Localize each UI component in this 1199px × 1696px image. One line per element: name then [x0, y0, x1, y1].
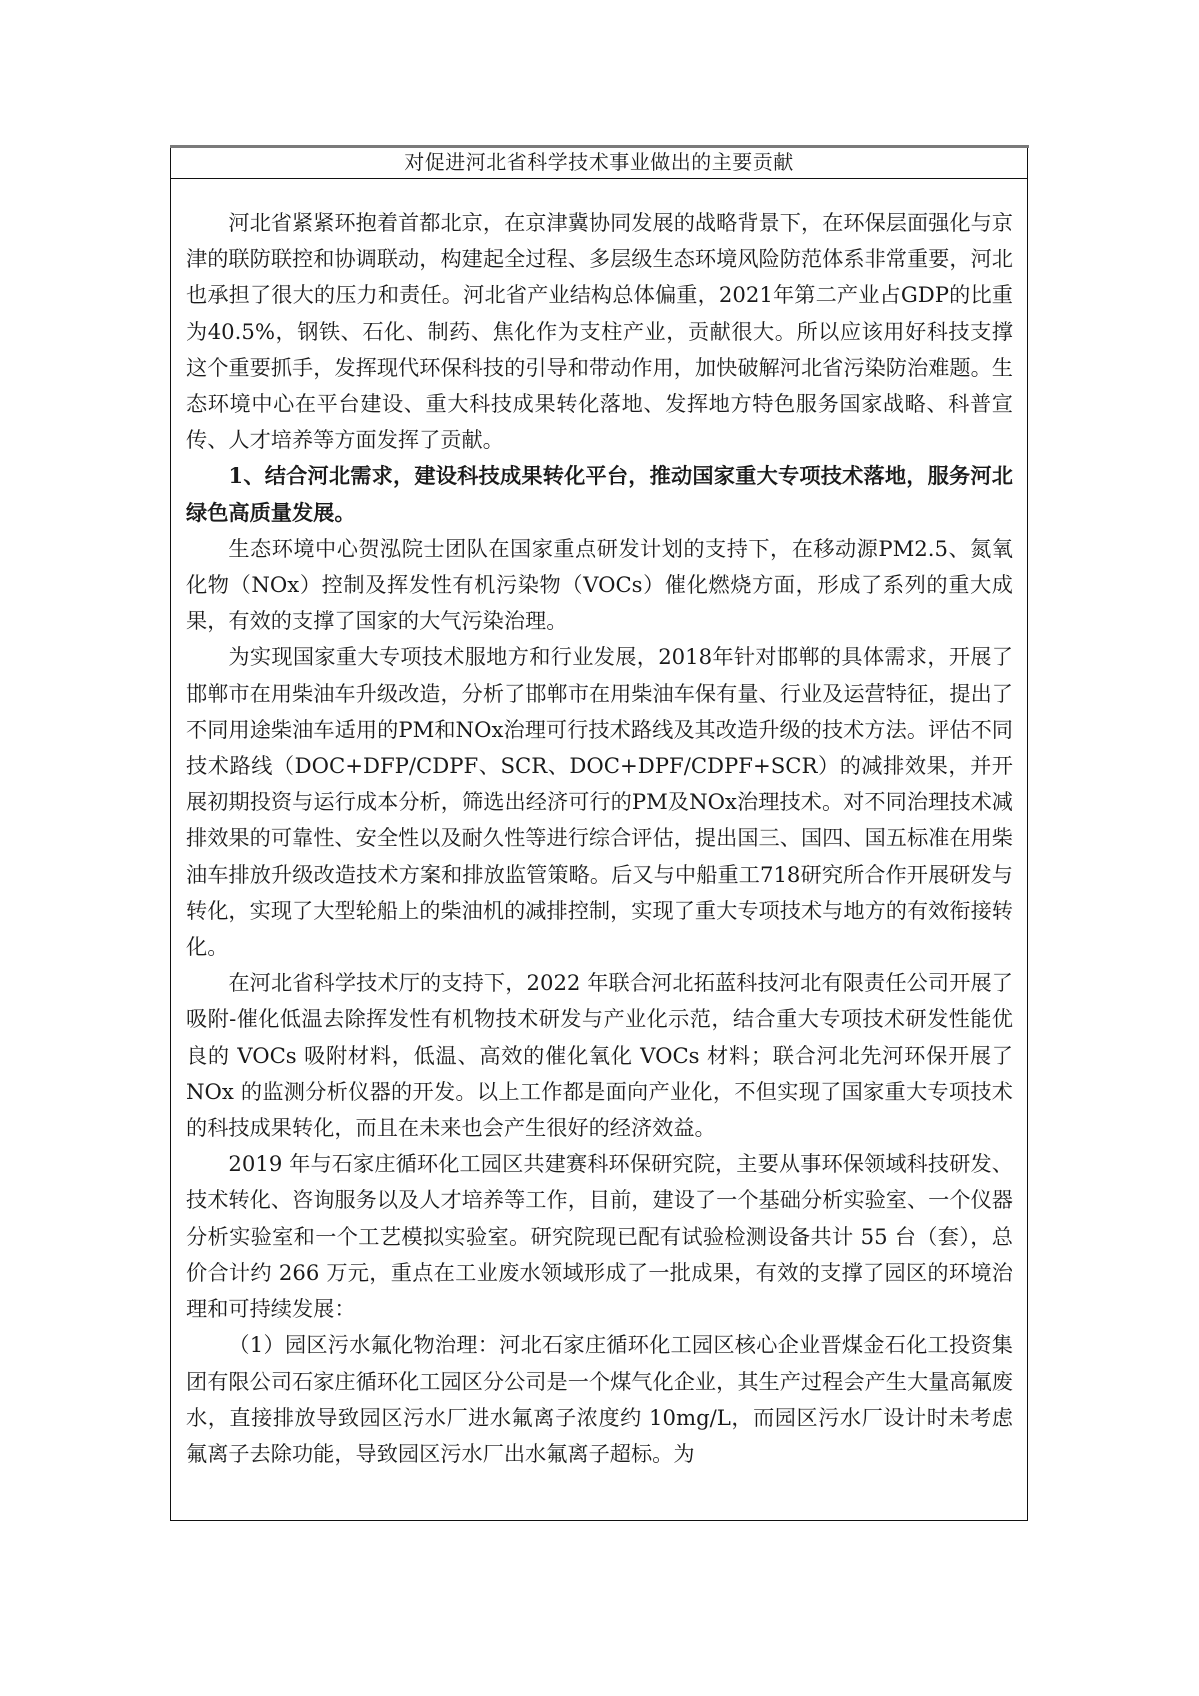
table-header: 对促进河北省科学技术事业做出的主要贡献	[171, 147, 1027, 179]
table-top-rule	[170, 145, 1029, 148]
paragraph-handan: 为实现国家重大专项技术服地方和行业发展，2018年针对邯郸的具体需求，开展了邯郸市在用柴油车升级改造，分析了邯郸市在用柴油车保有量、行业及运营特征，提出了不同用途柴油车适用的PM和NOx治理可行技术路线及其改造升级的技术方法。评估不同技术路线（DOC+DFP/CDPF、SCR、DOC+DPF/CDPF+SCR）的减排效果，并开展初期投资与运行成本分析，筛选出经济可行的PM及NOx治理技术。对不同治理技术减排效果的可靠性、安全性以及耐久性等进行综合评估，提出国三、国四、国五标准在用柴油车排放升级改造技术方案和排放监管策略。后又与中船重工718研究所合作开展研发与转化，实现了大型轮船上的柴油机的减排控制，实现了重大专项技术与地方的有效衔接转化。	[186, 644, 1013, 960]
paragraph-fluoride: （1）园区污水氟化物治理：河北石家庄循环化工园区核心企业晋煤金石化工投资集团有限公司石家庄循环化工园区分公司是一个煤气化企业，其生产过程会产生大量高氟废水，直接排放导致园区污水厂进水氟离子浓度约 10mg/L，而园区污水厂设计时未考虑氟离子去除功能，导致园区污水厂出水氟离子超标。为	[186, 1332, 1013, 1466]
paragraph-heteam: 生态环境中心贺泓院士团队在国家重点研发计划的支持下，在移动源PM2.5、氮氧化物（NOx）控制及挥发性有机污染物（VOCs）催化燃烧方面，形成了系列的重大成果，有效的支撑了国家的大气污染治理。	[186, 535, 1013, 634]
paragraph-intro: 河北省紧紧环抱着首都北京，在京津冀协同发展的战略背景下，在环保层面强化与京津的联防联控和协调联动，构建起全过程、多层级生态环境风险防范体系非常重要，河北也承担了很大的压力和责任。河北省产业结构总体偏重，2021年第二产业占GDP的比重为40.5%，钢铁、石化、制药、焦化作为支柱产业，贡献很大。所以应该用好科技支撑这个重要抓手，发挥现代环保科技的引导和带动作用，加快破解河北省污染防治难题。生态环境中心在平台建设、重大科技成果转化落地、发挥地方特色服务国家战略、科普宣传、人才培养等方面发挥了贡献。	[186, 210, 1013, 453]
table-body	[171, 179, 1027, 1472]
paragraph-tuolan: 在河北省科学技术厅的支持下，2022 年联合河北拓蓝科技河北有限责任公司开展了吸附-催化低温去除挥发性有机物技术研发与产业化示范，结合重大专项技术研发性能优良的 VOCs 吸附材料，低温、高效的催化氧化 VOCs 材料；联合河北先河环保开展了 NOx 的监测分析仪器的开发。以上工作都是面向产业化，不但实现了国家重大专项技术的科技成果转化，而且在未来也会产生很好的经济效益。	[186, 970, 1013, 1141]
section-heading-1: 1、结合河北需求，建设科技成果转化平台，推动国家重大专项技术落地，服务河北绿色高质量发展。	[186, 463, 1013, 525]
contribution-table	[170, 146, 1028, 1521]
paragraph-saike: 2019 年与石家庄循环化工园区共建赛科环保研究院，主要从事环保领域科技研发、技术转化、咨询服务以及人才培养等工作，目前，建设了一个基础分析实验室、一个仪器分析实验室和一个工艺模拟实验室。研究院现已配有试验检测设备共计 55 台（套），总价合计约 266 万元，重点在工业废水领域形成了一批成果，有效的支撑了园区的环境治理和可持续发展：	[186, 1151, 1013, 1322]
